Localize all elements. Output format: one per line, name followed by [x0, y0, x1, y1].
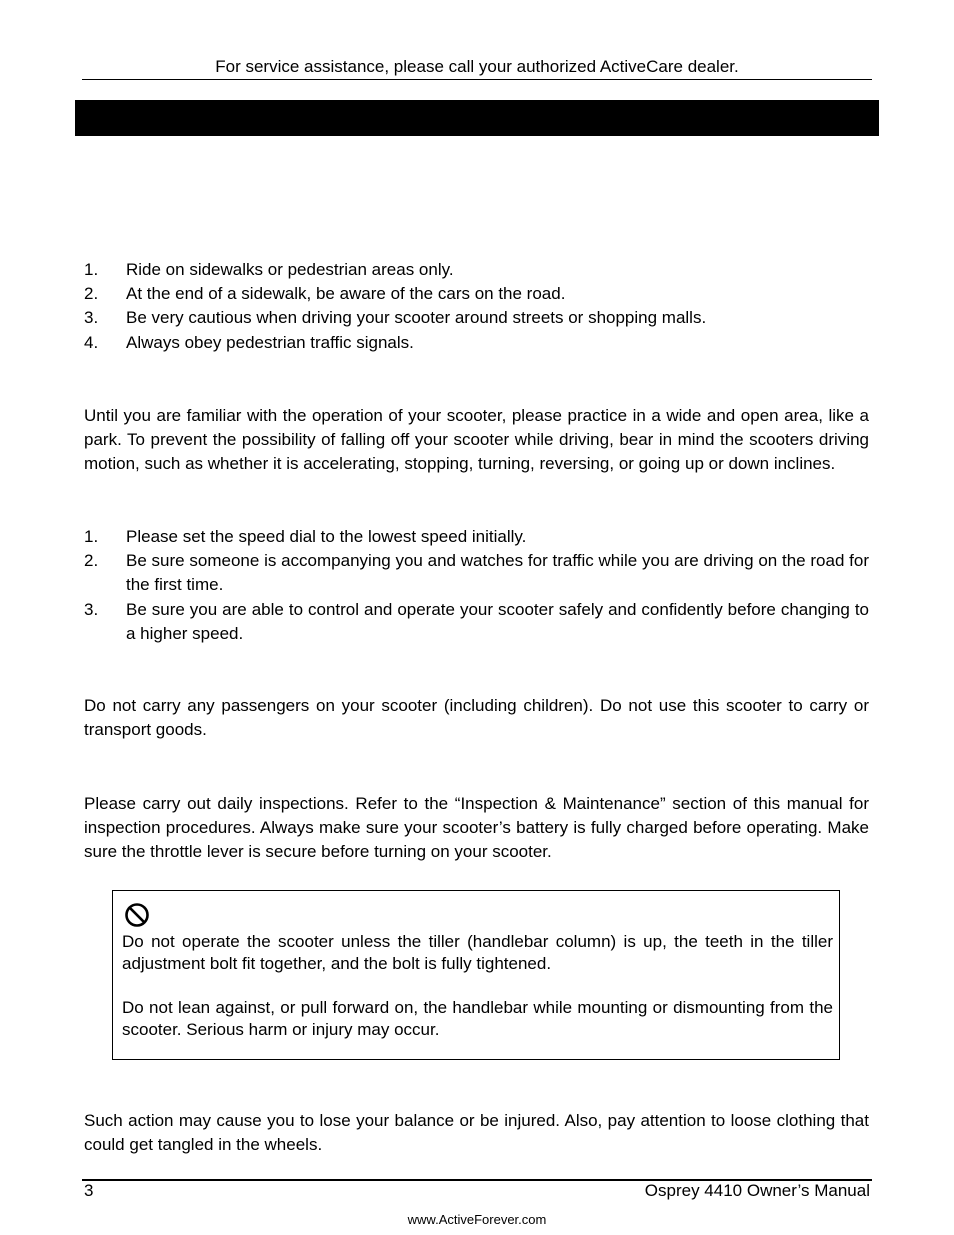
- list-item-text: Be sure you are able to control and operate your scooter safely and confidently before changing to a higher speed.: [126, 599, 869, 643]
- inspection-paragraph: Please carry out daily inspections. Refer to the “Inspection & Maintenance” section of this manual for inspection procedures. Always make sure your scooter’s battery is fully charged before operating. Make sure the throttle lever is secure before turning on your scooter.: [84, 794, 869, 862]
- list-item: [84, 306, 869, 330]
- speed-practice-list: [84, 525, 869, 646]
- website-url: www.ActiveForever.com: [407, 1212, 547, 1227]
- list-number: 3.: [84, 308, 99, 328]
- list-item-text: Always obey pedestrian traffic signals.: [126, 332, 414, 352]
- list-item: [84, 282, 869, 306]
- list-item: [84, 598, 869, 646]
- prohibited-icon: [124, 902, 150, 928]
- manual-title: Osprey 4410 Owner’s Manual: [644, 1181, 870, 1200]
- header-divider: [82, 79, 872, 80]
- practice-paragraph: Until you are familiar with the operation of your scooter, please practice in a wide and open area, like a park. To prevent the possibility of falling off your scooter while driving, bear in mind the scooters driving motion, such as whether it is accelerating, stopping, turning, reversing, or going up or down inclines.: [84, 406, 869, 474]
- passengers-paragraph: Do not carry any passengers on your scooter (including children). Do not use this scooter to carry or transport goods.: [84, 696, 869, 740]
- page-number: 3: [84, 1181, 94, 1200]
- list-item-text: Please set the speed dial to the lowest speed initially.: [126, 527, 527, 546]
- list-number: 2.: [84, 284, 99, 304]
- list-number: 3.: [84, 599, 99, 619]
- balance-paragraph: Such action may cause you to lose your balance or be injured. Also, pay attention to loose clothing that could get tangled in the wheels.: [84, 1111, 869, 1155]
- list-item: [84, 331, 869, 355]
- list-item-text: Ride on sidewalks or pedestrian areas only.: [126, 260, 454, 279]
- riding-rules-list: [84, 258, 869, 355]
- list-item: [84, 525, 869, 549]
- list-number: 2.: [84, 551, 99, 571]
- warning-box: [112, 890, 840, 1060]
- warning-text-handlebar: Do not lean against, or pull forward on, the handlebar while mounting or dismounting from the scooter. Serious harm or injury may occur.: [122, 998, 833, 1039]
- section-title-bar: [75, 100, 879, 136]
- list-item-text: At the end of a sidewalk, be aware of the cars on the road.: [126, 284, 566, 304]
- list-number: 1.: [84, 260, 99, 279]
- header-service-note: For service assistance, please call your authorized ActiveCare dealer.: [215, 57, 739, 76]
- list-item: [84, 549, 869, 597]
- list-item-text: Be very cautious when driving your scooter around streets or shopping malls.: [126, 308, 707, 328]
- list-item-text: Be sure someone is accompanying you and watches for traffic while you are driving on the road for the first time.: [126, 551, 869, 595]
- warning-text-tiller: Do not operate the scooter unless the tiller (handlebar column) is up, the teeth in the tiller adjustment bolt fit together, and the bolt is fully tightened.: [122, 932, 833, 973]
- list-item: [84, 258, 869, 282]
- list-number: 4.: [84, 332, 99, 352]
- list-number: 1.: [84, 527, 99, 546]
